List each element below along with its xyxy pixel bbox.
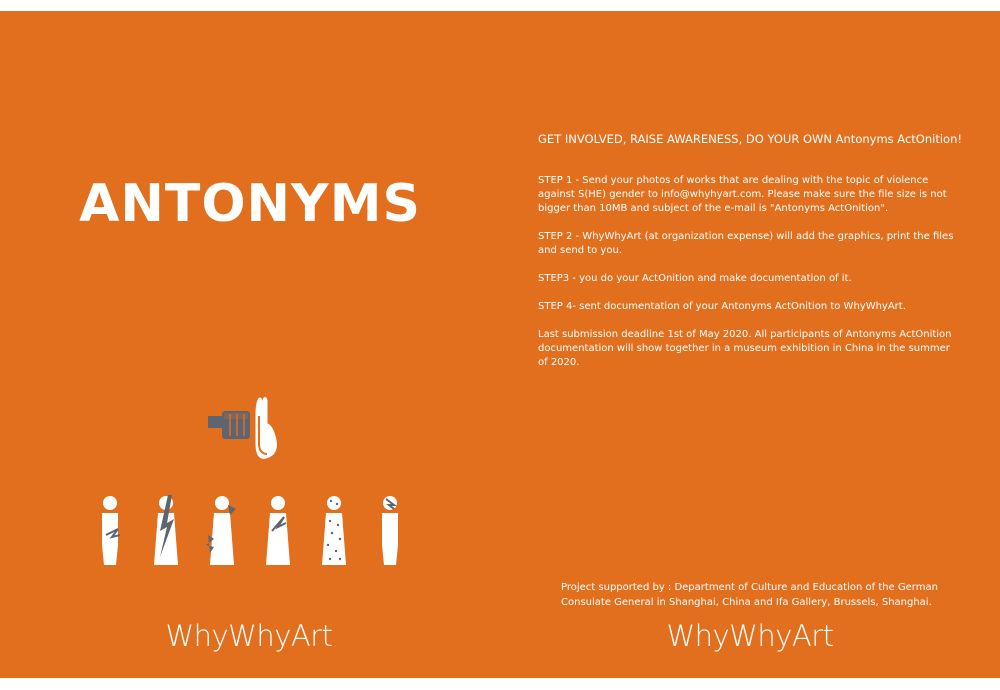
brand-logo-right: WhyWhyArt [666, 619, 834, 653]
brand-logo-left: WhyWhyArt [165, 619, 333, 653]
step-3: STEP3 - you do your ActOnition and make documentation of it. [538, 273, 852, 284]
figure-icon [322, 496, 346, 565]
figure-icon [382, 496, 398, 565]
step-2: STEP 2 - WhyWhyArt (at organization expense) will add the graphics, print the files and send to you. [538, 231, 954, 256]
figure-icon [102, 496, 120, 565]
fist-vs-hand-icon [206, 394, 280, 460]
figure-icon [206, 496, 236, 565]
poster-title: ANTONYMS [79, 174, 421, 234]
support-credits: Project supported by : Department of Culture and Education of the German Consulate General in Shanghai, China and Ifa Gallery, Brussels, Shanghai. [561, 582, 938, 608]
open-hand-icon [256, 398, 277, 459]
figure-icon [266, 496, 290, 565]
step-1: STEP 1 - Send your photos of works that are dealing with the topic of violence against S(HE) gender to info@whyhyart.com. Please make sure the file size is not bigger than 10MB and subject of the e-mail is "Antonyms ActOnition". [538, 175, 947, 214]
fist-icon [208, 411, 250, 439]
instructions [538, 174, 958, 384]
figure-icon [154, 495, 178, 565]
step-4: STEP 4- sent documentation of your Antonyms ActOnition to WhyWhyArt. [538, 301, 906, 312]
call-to-action-heading: GET INVOLVED, RAISE AWARENESS, DO YOUR OWN Antonyms ActOnition! [538, 132, 962, 146]
deadline-note: Last submission deadline 1st of May 2020. All participants of Antonyms ActOnition documentation will show together in a museum exhibition in China in the summer of 2020. [538, 329, 952, 368]
figures-row-icon [94, 495, 414, 569]
poster-spread [0, 11, 1000, 678]
